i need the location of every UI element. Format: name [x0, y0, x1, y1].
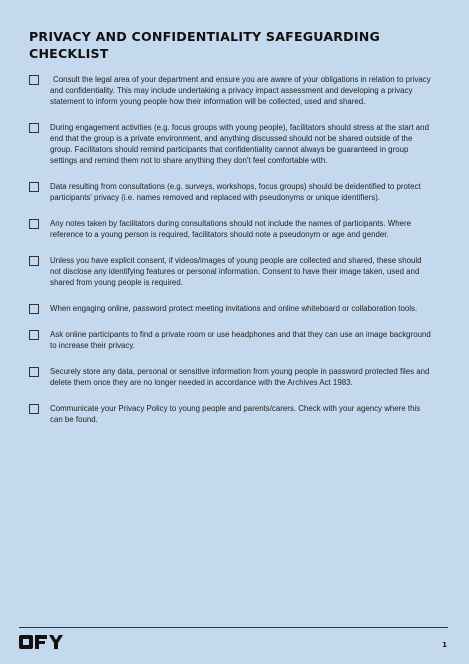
checklist-item-text: Communicate your Privacy Policy to young people and parents/carers. Check with your agency where this can be found.: [50, 404, 421, 424]
checklist-item-text: Consult the legal area of your department and ensure you are aware of your obligations in relation to privacy and confidentiality. This may include undertaking a privacy impact assessment and developing a privacy statement to inform young people how their information will be collected, used and shared.: [50, 75, 431, 106]
checklist-item-facilitator-notes: [29, 218, 434, 240]
checkbox[interactable]: [29, 182, 39, 192]
checklist-item-password-protect: [29, 303, 434, 314]
checkbox[interactable]: [29, 219, 39, 229]
checklist-item-deidentify-data: [29, 181, 434, 203]
checklist-item-text: Ask online participants to find a private room or use headphones and that they can use an image background to increase their privacy.: [50, 330, 431, 350]
checklist-item-text: During engagement activities (e.g. focus groups with young people), facilitators should stress at the start and end that the group is a private environment, and anything discussed should not be shared outside of the group. Facilitators should remind participants that confidentiality cannot always be guaranteed in group settings and remind them not to share anything they don't feel comfortable with.: [50, 123, 429, 165]
checklist: [29, 74, 434, 425]
checklist-item-text: Any notes taken by facilitators during consultations should not include the names of participants. Where reference to a young person is required, facilitators should note a pseudonym or age and gender.: [50, 219, 411, 239]
ofy-logo-mark: [19, 635, 65, 649]
checklist-item-text: When engaging online, password protect meeting invitations and online whiteboard or collaboration tools.: [50, 304, 418, 313]
checkbox[interactable]: [29, 367, 39, 377]
checklist-item-private-room: [29, 329, 434, 351]
checklist-item-privacy-policy: [29, 403, 434, 425]
footer-divider: [19, 627, 448, 628]
page-title: PRIVACY AND CONFIDENTIALITY SAFEGUARDING CHECKLIST: [29, 29, 380, 61]
checkbox[interactable]: [29, 256, 39, 266]
checklist-item-text: Data resulting from consultations (e.g. surveys, workshops, focus groups) should be deidentified to protect participants' privacy (i.e. names removed and replaced with pseudonyms or unique identifiers).: [50, 182, 421, 202]
checkbox[interactable]: [29, 404, 39, 414]
checkbox[interactable]: [29, 330, 39, 340]
checkbox[interactable]: [29, 123, 39, 133]
ofy-logo: [19, 635, 65, 654]
checkbox[interactable]: [29, 75, 39, 85]
checklist-item-text: Securely store any data, personal or sensitive information from young people in password protected files and delete them once they are no longer needed in accordance with the Archives Act 1983.: [50, 367, 430, 387]
checklist-item-consult-legal: [29, 74, 434, 107]
checkbox[interactable]: [29, 304, 39, 314]
checklist-item-text: Unless you have explicit consent, if videos/images of young people are collected and shared, these should not disclose any identifying features or personal information. Consent to have their image taken, used and shared from young people is required.: [50, 256, 422, 287]
page-number: 1: [442, 641, 447, 649]
checklist-item-secure-storage: [29, 366, 434, 388]
checklist-item-engagement-activities: [29, 122, 434, 166]
checklist-item-videos-images: [29, 255, 434, 288]
